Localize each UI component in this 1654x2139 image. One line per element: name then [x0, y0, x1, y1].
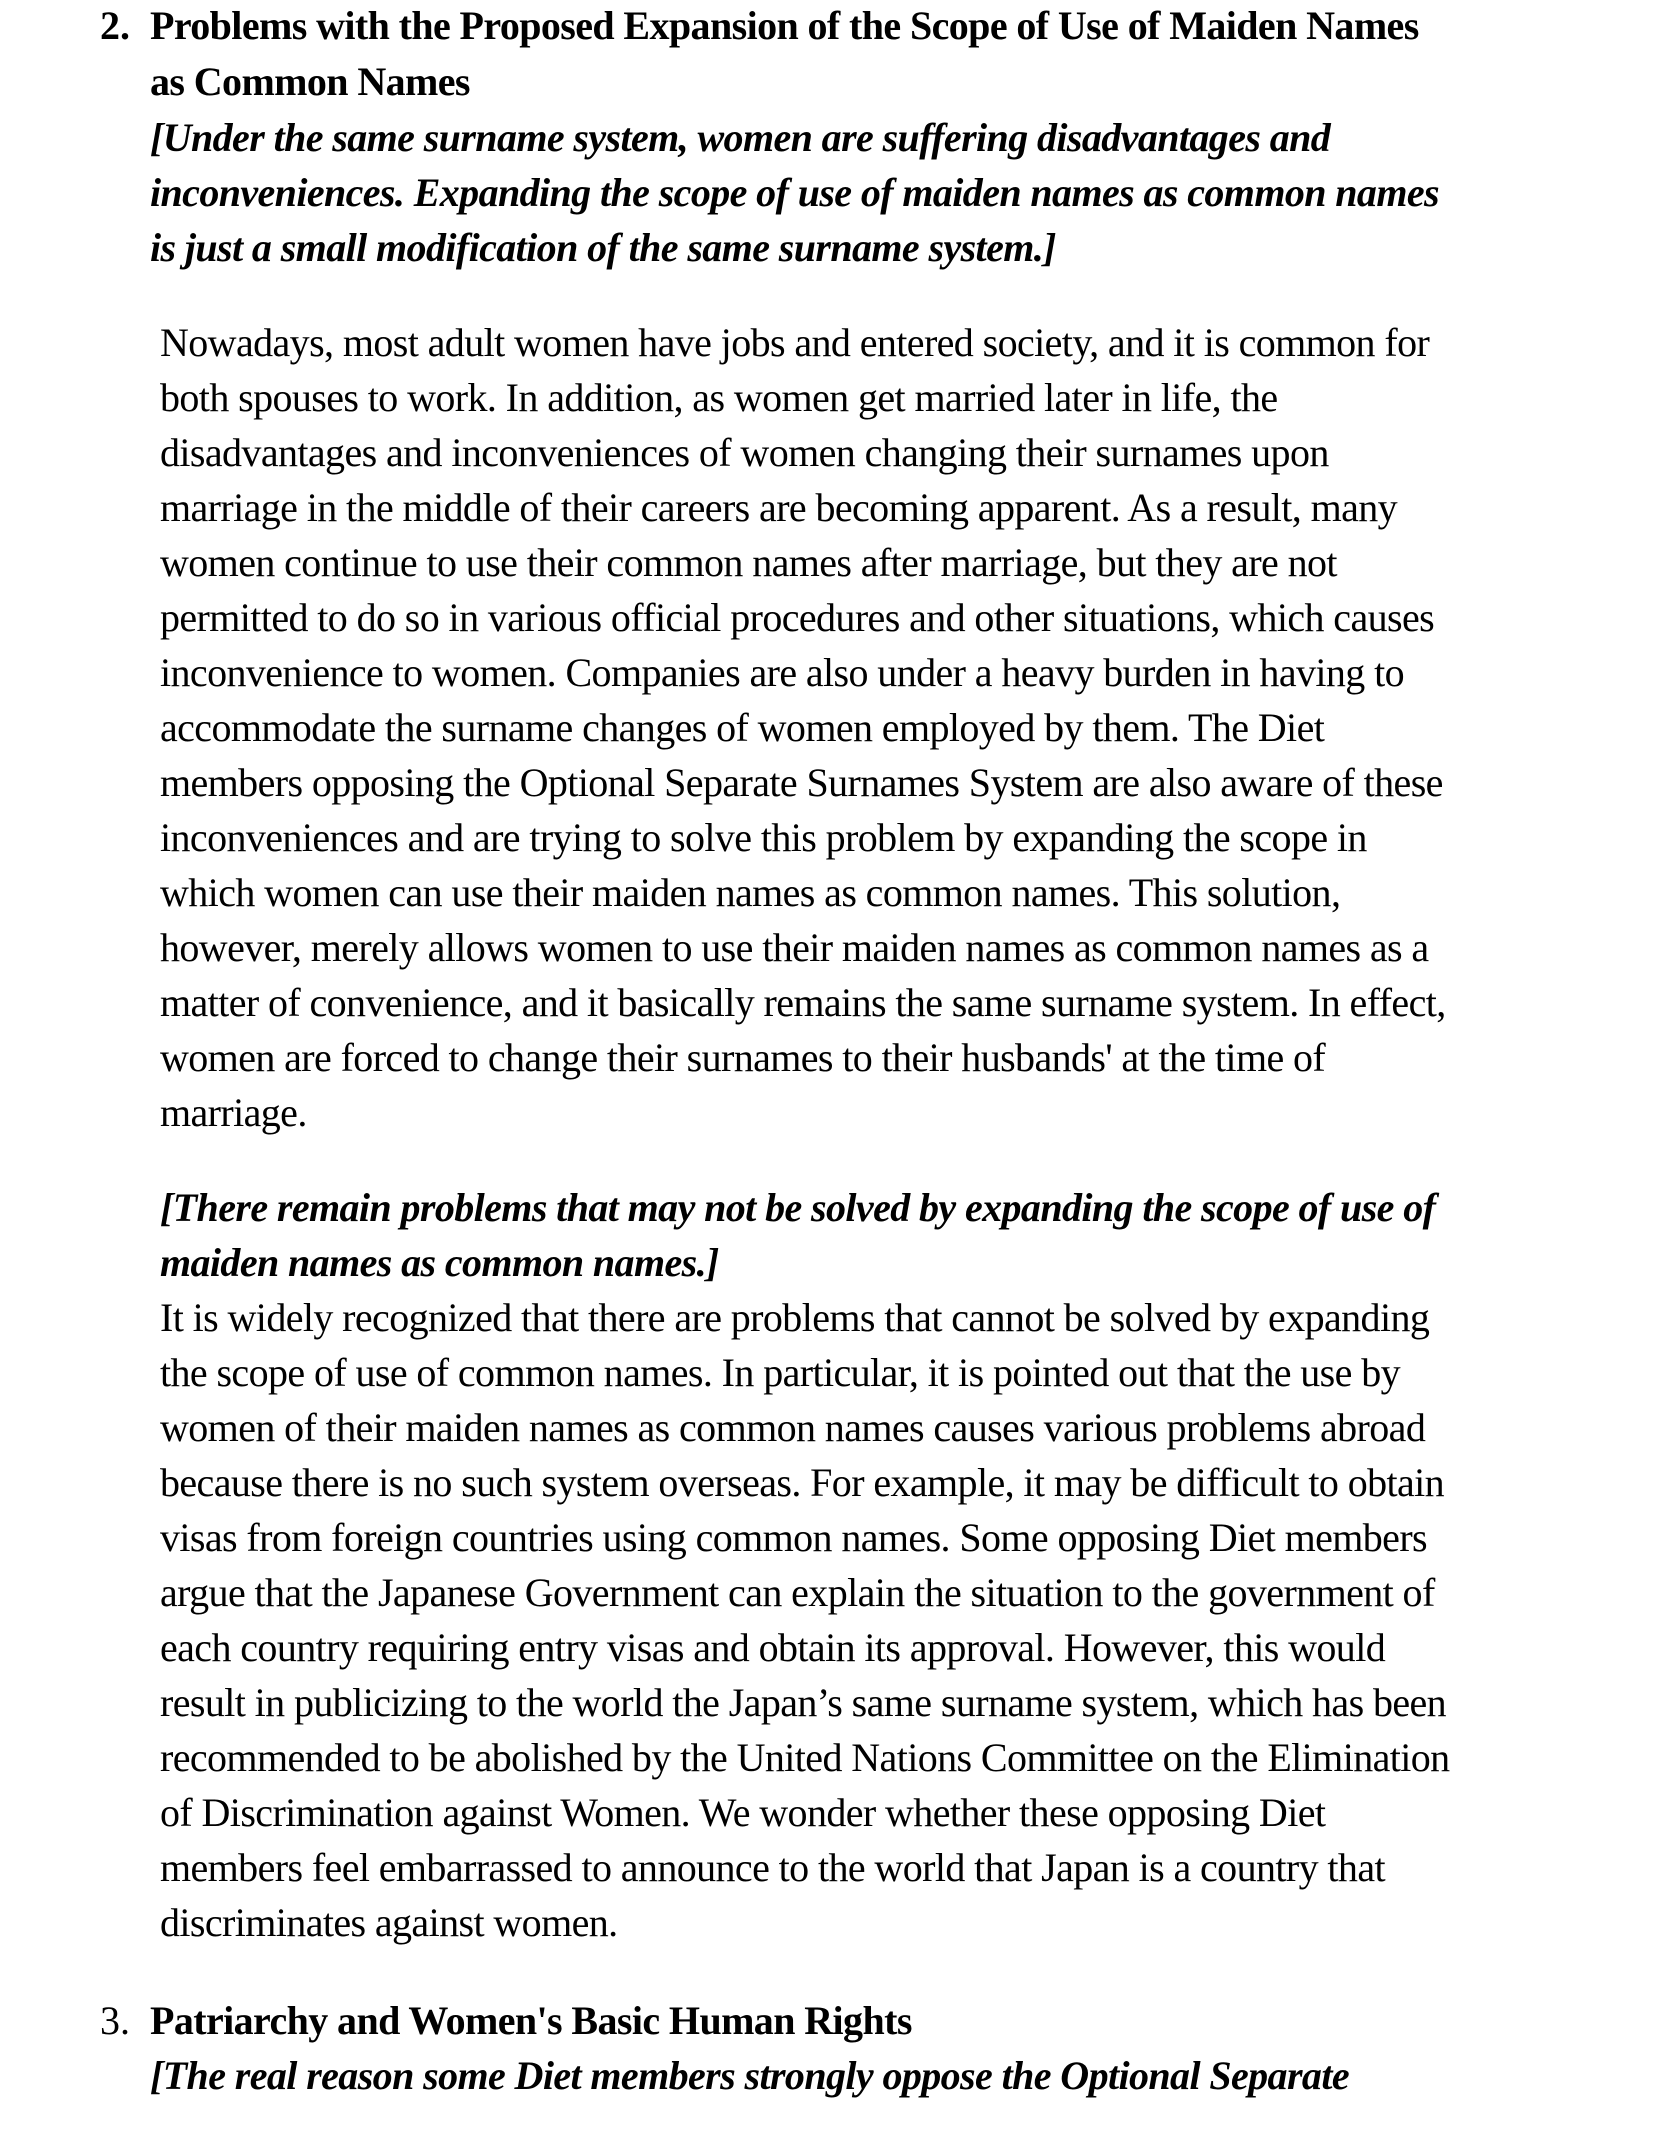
section-2-title-line-2: as Common Names — [150, 59, 470, 104]
paragraph-line: discriminates against women. — [160, 1900, 618, 1945]
paragraph-line: accommodate the surname changes of women employed by them. The Diet — [160, 705, 1325, 750]
section-2-title-line-1: Problems with the Proposed Expansion of the Scope of Use of Maiden Names — [150, 3, 1419, 48]
section-3-number: 3. — [100, 1998, 130, 2043]
paragraph-line: disadvantages and inconveniences of women changing their surnames upon — [160, 430, 1329, 475]
paragraph-line: matter of convenience, and it basically remains the same surname system. In effect, — [160, 980, 1446, 1025]
paragraph-line: members opposing the Optional Separate Surnames System are also aware of these — [160, 760, 1443, 805]
paragraph-line: which women can use their maiden names as common names. This solution, — [160, 870, 1341, 915]
paragraph-line: Nowadays, most adult women have jobs and entered society, and it is common for — [160, 320, 1430, 365]
paragraph-line: women of their maiden names as common names causes various problems abroad — [160, 1405, 1426, 1450]
paragraph-line: argue that the Japanese Government can explain the situation to the government of — [160, 1570, 1435, 1615]
paragraph-line: visas from foreign countries using common names. Some opposing Diet members — [160, 1515, 1428, 1560]
section-2-subheading-line-3: is just a small modification of the same surname system.] — [150, 225, 1056, 270]
paragraph-line: of Discrimination against Women. We wonder whether these opposing Diet — [160, 1790, 1326, 1835]
paragraph-line: recommended to be abolished by the United Nations Committee on the Elimination — [160, 1735, 1450, 1780]
paragraph-line: both spouses to work. In addition, as women get married later in life, the — [160, 375, 1278, 420]
paragraph-line: members feel embarrassed to announce to the world that Japan is a country that — [160, 1845, 1385, 1890]
paragraph-line: marriage. — [160, 1090, 307, 1135]
paragraph-line: the scope of use of common names. In particular, it is pointed out that the use by — [160, 1350, 1400, 1395]
paragraph-line: marriage in the middle of their careers are becoming apparent. As a result, many — [160, 485, 1398, 530]
paragraph-line: however, merely allows women to use their maiden names as common names as a — [160, 925, 1429, 970]
section-3-subheading-partial: [The real reason some Diet members strongly oppose the Optional Separate — [150, 2053, 1349, 2098]
paragraph-line: inconvenience to women. Companies are also under a heavy burden in having to — [160, 650, 1405, 695]
section-2-subheading-2-line-1: [There remain problems that may not be solved by expanding the scope of use of — [160, 1185, 1436, 1230]
section-2-number: 2. — [100, 3, 130, 48]
paragraph-line: because there is no such system overseas. For example, it may be difficult to obtain — [160, 1460, 1445, 1505]
paragraph-line: each country requiring entry visas and obtain its approval. However, this would — [160, 1625, 1386, 1670]
paragraph-line: permitted to do so in various official procedures and other situations, which causes — [160, 595, 1435, 640]
section-2-subheading-2-line-2: maiden names as common names.] — [160, 1240, 719, 1285]
section-2-subheading-line-1: [Under the same surname system, women are suffering disadvantages and — [150, 115, 1331, 160]
paragraph-line: inconveniences and are trying to solve this problem by expanding the scope in — [160, 815, 1367, 860]
paragraph-line: It is widely recognized that there are problems that cannot be solved by expanding — [160, 1295, 1430, 1340]
section-3-title: Patriarchy and Women's Basic Human Rights — [150, 1998, 912, 2043]
section-2-subheading-line-2: inconveniences. Expanding the scope of use of maiden names as common names — [150, 170, 1439, 215]
paragraph-line: women continue to use their common names after marriage, but they are not — [160, 540, 1337, 585]
paragraph-line: result in publicizing to the world the Japan’s same surname system, which has been — [160, 1680, 1447, 1725]
paragraph-line: women are forced to change their surnames to their husbands' at the time of — [160, 1035, 1326, 1080]
